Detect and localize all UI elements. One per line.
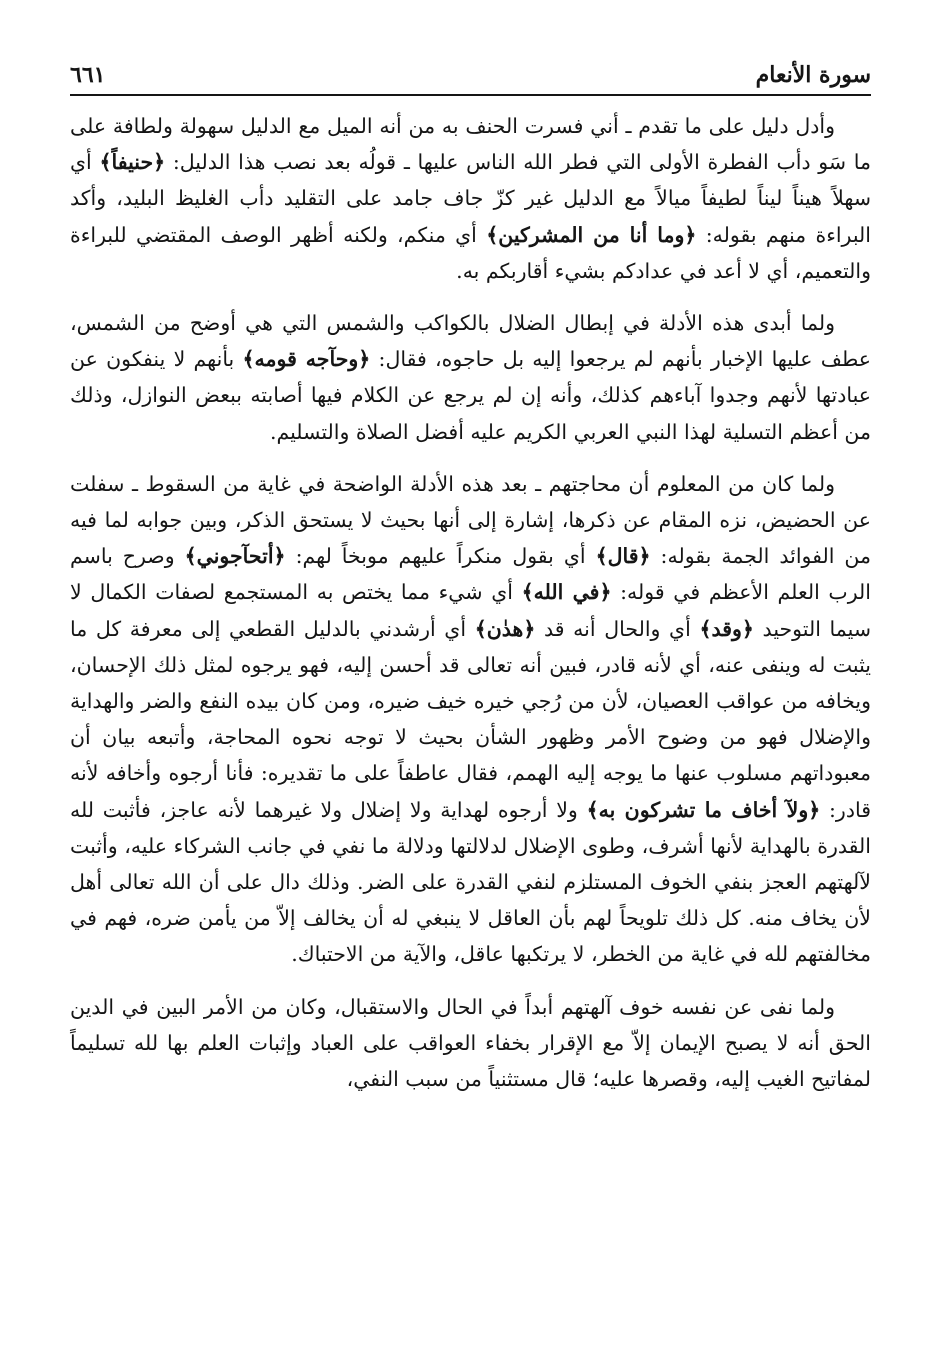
quran-quote: ﴿قال﴾ xyxy=(595,544,651,569)
quran-quote: ﴿وقد﴾ xyxy=(699,616,754,641)
text-segment: أي والحال أنه قد xyxy=(535,616,700,641)
paragraph-1 xyxy=(70,108,871,289)
quran-quote: ﴿أتحآجوني﴾ xyxy=(184,544,286,569)
text-segment: أي شيء مما يختص به المستجمع لصفات الكمال لا سيما التوحيد xyxy=(70,580,871,641)
text-segment: ولما كان من المعلوم أن محاجتهم ـ بعد هذه الأدلة الواضحة في غاية من السقوط ـ سفلت عن الحضيض، نزه المقام عن ذكرها، إشارة إلى أنها بحيث لا يستحق الذكر، وبين جوابه لما فيه من الفوائد الجمة بقوله: xyxy=(70,471,871,569)
text-segment: ولما نفى عن نفسه خوف آلهتهم أبداً في الحال والاستقبال، وكان من الأمر البين في الدين الحق أنه لا يصبح الإيمان إلاّ مع الإقرار بخفاء العواقب على العباد وإثبات العلم بها لله تسليماً لمفاتيح الغيب إليه، وقصرها عليه؛ قال مستثنياً من سبب النفي، xyxy=(70,994,871,1092)
text-segment: ولما أبدى هذه الأدلة في إبطال الضلال بالكواكب والشمس التي هي أوضح من الشمس، عطف عليها الإخبار بأنهم لم يرجعوا إليه بل حاجوه، فقال: xyxy=(70,311,871,372)
text-segment: أي سهلاً هيناً ليناً لطيفاً ميالاً مع الدليل غير كزّ جاف جامد على التقليد دأب الغليظ البليد، وأكد البراءة منهم بقوله: xyxy=(70,150,871,247)
paragraph-3 xyxy=(70,466,871,973)
page-header xyxy=(70,60,871,92)
page-body xyxy=(70,108,871,1113)
text-segment: وأدل دليل على ما تقدم ـ أني فسرت الحنف به من أنه الميل مع الدليل سهولة ولطافة على ما سَو دأب الفطرة الأولى التي فطر الله الناس عليها ـ قولُه بعد نصب هذا الدليل: xyxy=(70,114,871,175)
quran-quote: ﴿هدٰن﴾ xyxy=(474,616,536,641)
text-segment: بأنهم لا ينفكون عن عبادتها لأنهم وجدوا آباءهم كذلك، وأنه إن لم يرجع عن الكلام فيها أصابته ببعض النوازل، وذلك من أعظم التسلية لهذا النبي العربي الكريم عليه أفضل الصلاة والتسليم. xyxy=(70,347,871,444)
quran-quote: ﴿في الله﴾ xyxy=(521,580,612,605)
quran-quote: ﴿وحآجه قومه﴾ xyxy=(242,347,371,372)
quran-quote: ﴿ولآ أخاف ما تشركون به﴾ xyxy=(586,797,821,822)
text-segment: ولا أرجوه لهداية ولا إضلال ولا غيرهما لأنه عاجز، فأثبت لله القدرة بالهداية لأنها أشرف، وطوى الإضلال لدلالتها ودلالة ما نفي في جانب الشركاء عليه، وأثبت لآلهتهم العجز بنفي الخوف المستلزم لنفي القدرة على الضر. وذلك دال على أن الله تعالى أهل لأن يخاف منه. كل ذلك تلويحاً لهم بأن العاقل لا ينبغي له أن يخالف إلاّ من يأمن ضره، فهم في مخالفتهم لله في غاية من الخطر، لا يرتكبها عاقل، والآية من الاحتباك. xyxy=(70,797,871,967)
paragraph-2 xyxy=(70,305,871,450)
text-segment: أي بقول منكراً عليهم موبخاً لهم: xyxy=(285,544,596,569)
text-segment: أي أرشدني بالدليل القطعي إلى معرفة كل ما يثبت له وينفى عنه، أي لأنه قادر، فبين أنه تعالى قد أحسن إليه، فهو يرجوه لمثل ذلك الإحسان، ويخافه من عواقب العصيان، لأن من رُجي خيره خيف ضيره، ومن كان بيده النفع والضر والهداية والإضلال فهو من وضوح الأمر وظهور الشأن بحيث لا توجه نحوه المحاجة، وأتبعه بيان أن معبوداتهم مسلوب عنها ما يوجه إليه الهمم، فقال عاطفاً على ما تقديره: فأنا أرجوه وأخافه لأنه قادر: xyxy=(70,616,871,822)
text-segment: أي منكم، ولكنه أظهر الوصف المقتضي للبراءة والتعميم، أي لا أعد في عدادكم بشيء أقاربكم به. xyxy=(70,222,871,283)
text-segment: وصرح باسم الرب العلم الأعظم في قوله: xyxy=(70,544,871,605)
quran-quote: ﴿وما أنا من المشركين﴾ xyxy=(486,222,697,247)
header-rule xyxy=(70,94,871,96)
quran-quote: ﴿حنيفاً﴾ xyxy=(99,150,166,175)
paragraph-4 xyxy=(70,989,871,1098)
surah-title: سورة الأنعام xyxy=(755,62,871,88)
page-number: ٦٦١ xyxy=(70,62,106,88)
